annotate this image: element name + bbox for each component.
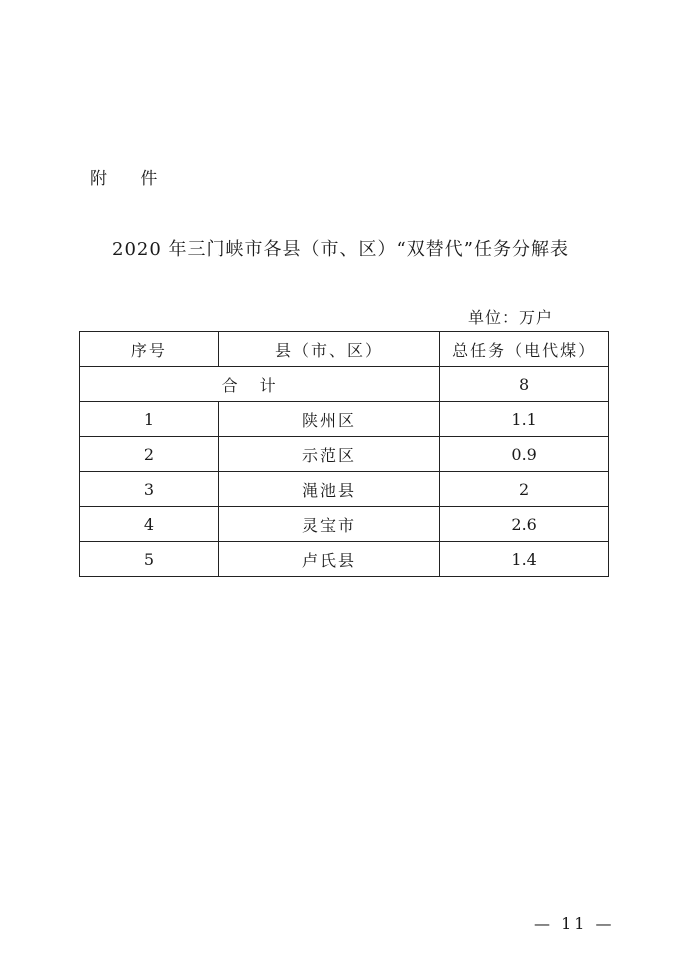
row-serial: 1 xyxy=(80,402,219,437)
row-county: 渑池县 xyxy=(218,472,439,507)
unit-label: 单位：万户 xyxy=(468,308,554,327)
page-number: — 11 — xyxy=(534,914,615,933)
table-total-row xyxy=(80,367,609,402)
row-county: 陕州区 xyxy=(218,402,439,437)
document-title: 2020 年三门峡市各县（市、区）“双替代”任务分解表 xyxy=(112,239,569,260)
row-task: 1.4 xyxy=(440,542,609,577)
row-task: 2 xyxy=(440,472,609,507)
row-serial: 2 xyxy=(80,437,219,472)
table-row xyxy=(80,472,609,507)
table-row xyxy=(80,402,609,437)
header-total-task: 总任务（电代煤） xyxy=(440,332,609,367)
row-county: 卢氏县 xyxy=(218,542,439,577)
row-task: 0.9 xyxy=(440,437,609,472)
table-row xyxy=(80,542,609,577)
row-county: 示范区 xyxy=(218,437,439,472)
header-county: 县（市、区） xyxy=(218,332,439,367)
task-table xyxy=(79,331,609,577)
total-label: 合计 xyxy=(80,367,440,402)
attachment-label: 附 件 xyxy=(90,169,172,189)
row-serial: 3 xyxy=(80,472,219,507)
table-header-row xyxy=(80,332,609,367)
row-serial: 4 xyxy=(80,507,219,542)
row-task: 1.1 xyxy=(440,402,609,437)
row-serial: 5 xyxy=(80,542,219,577)
total-value: 8 xyxy=(440,367,609,402)
table-row xyxy=(80,507,609,542)
table-row xyxy=(80,437,609,472)
row-task: 2.6 xyxy=(440,507,609,542)
header-serial: 序号 xyxy=(80,332,219,367)
row-county: 灵宝市 xyxy=(218,507,439,542)
